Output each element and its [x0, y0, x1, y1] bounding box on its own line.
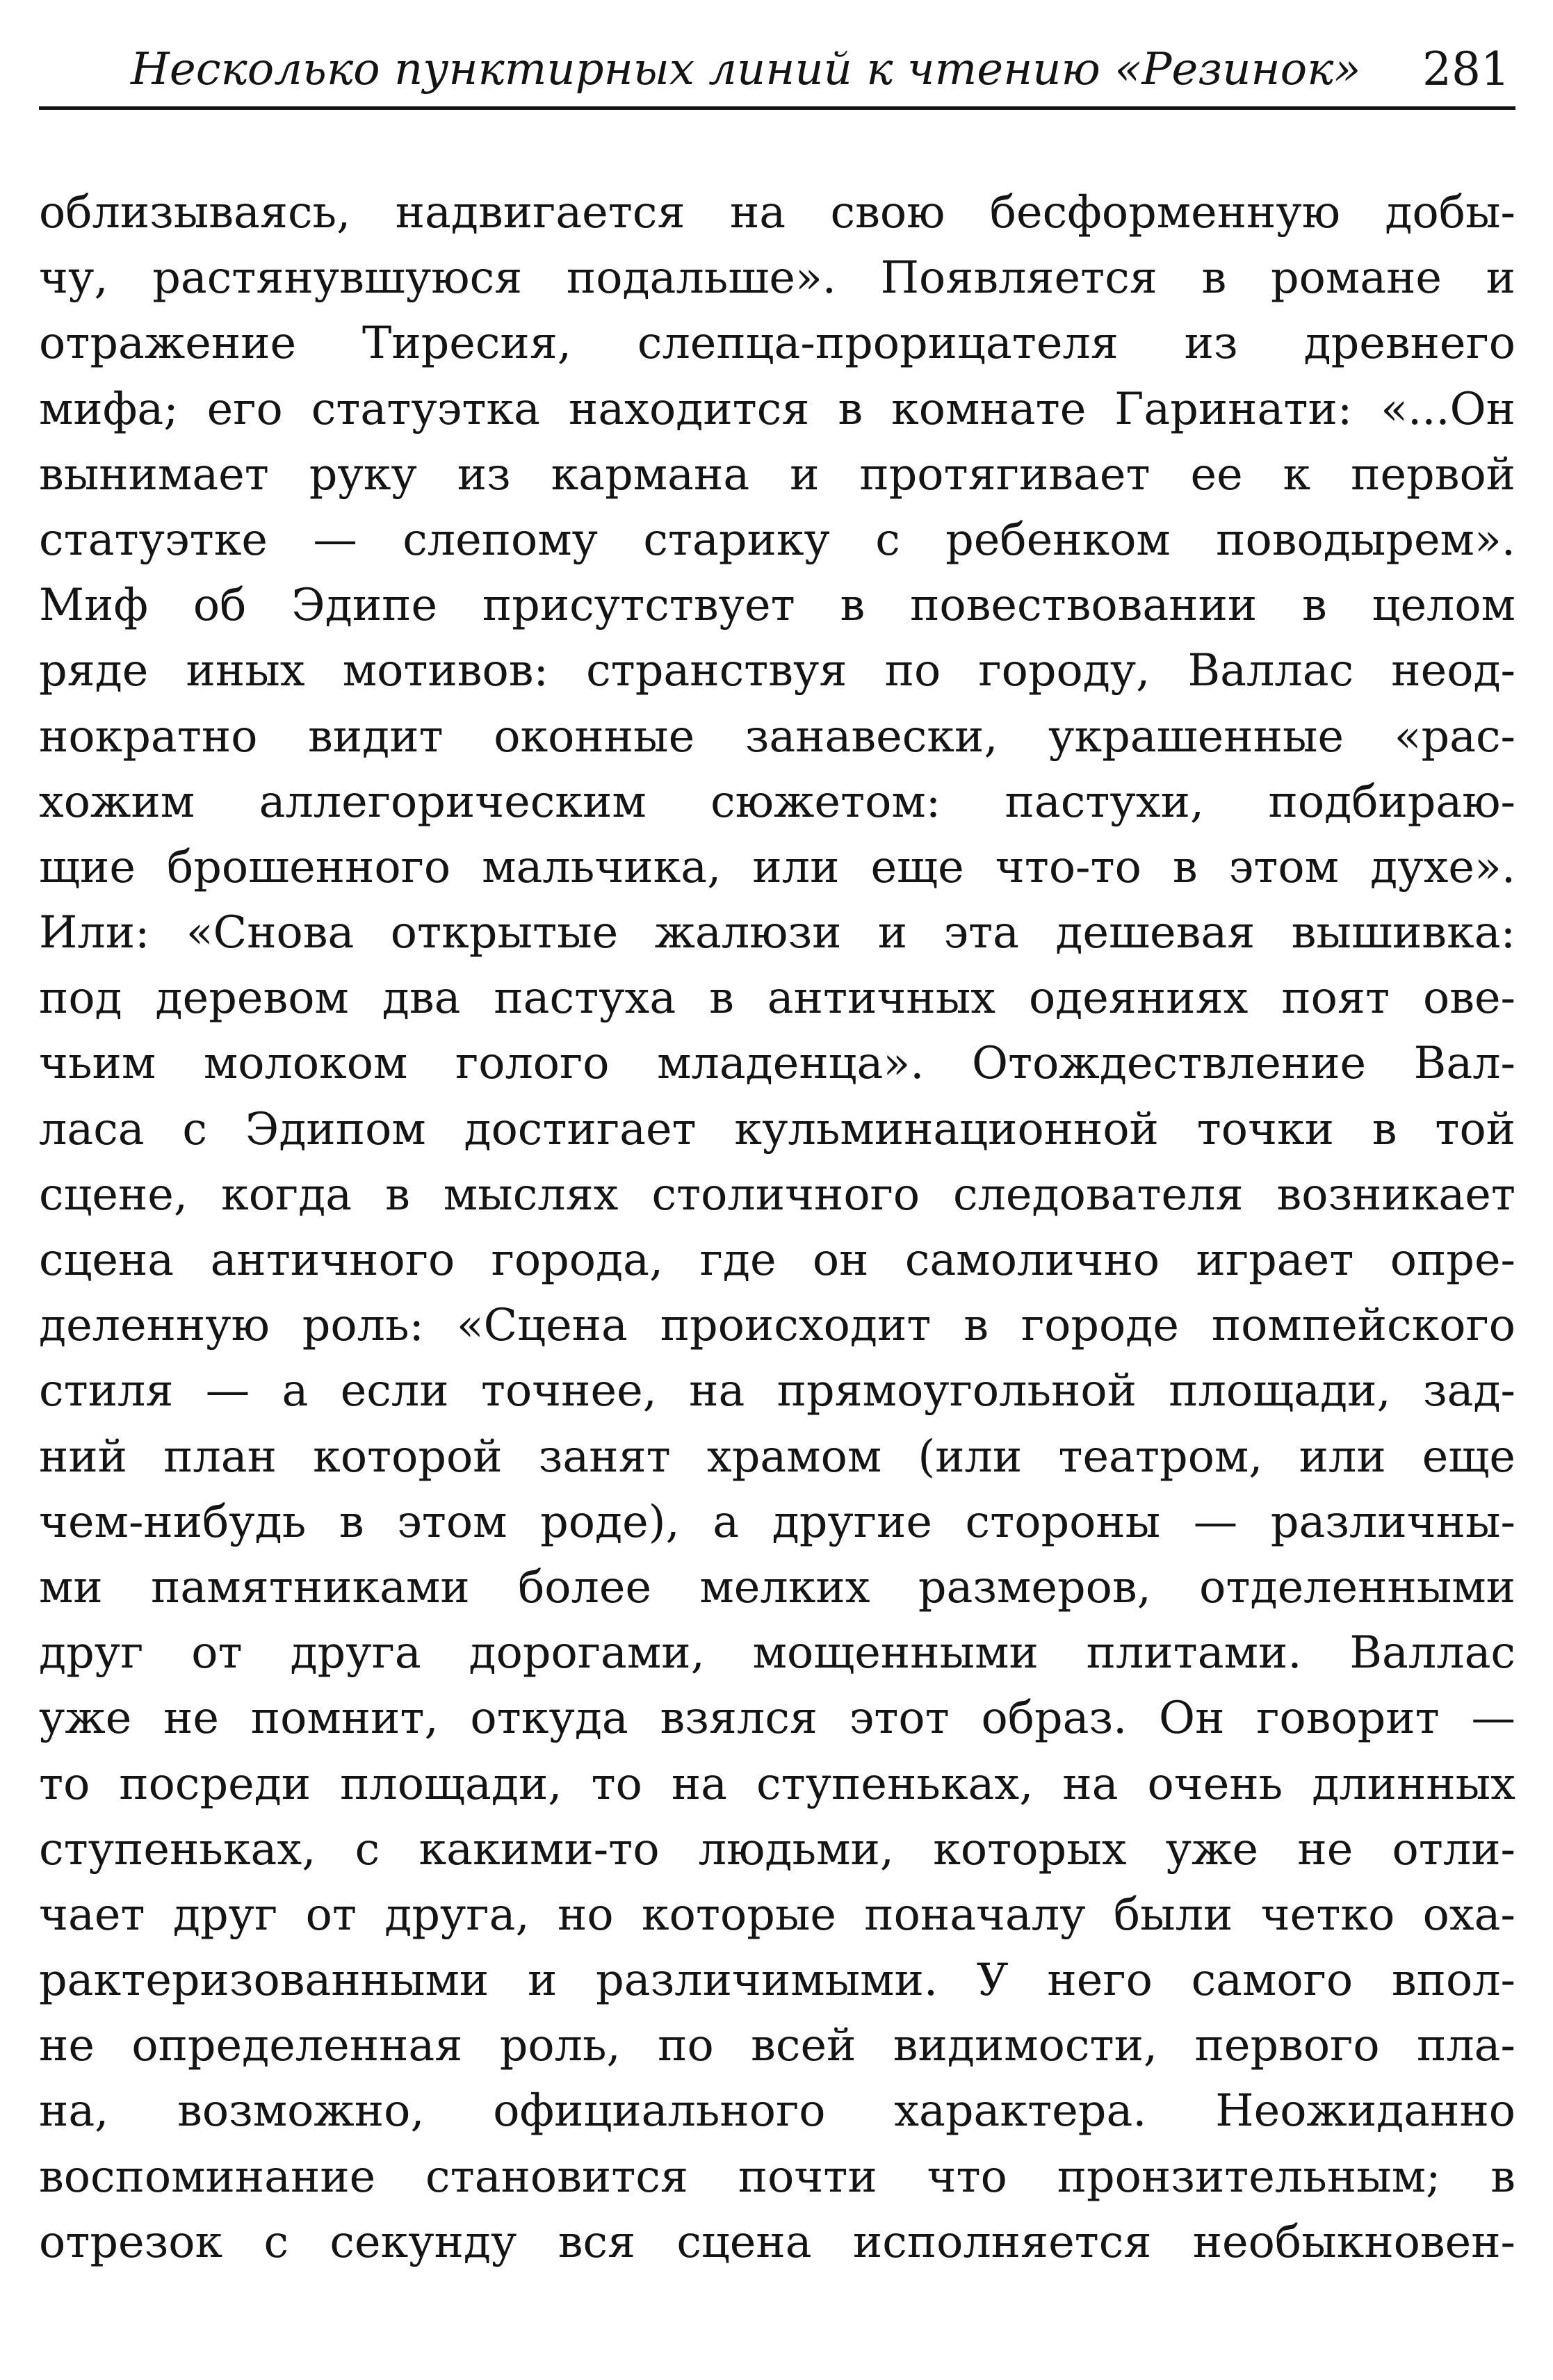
text-line: чу, растянувшуюся подальше». Появляется в романе и	[39, 252, 1515, 304]
running-header	[39, 36, 1515, 110]
text-line: воспоминание становится почти что пронзительным; в	[39, 2150, 1515, 2202]
text-line: сцена античного города, где он самолично играет опре-	[39, 1234, 1515, 1285]
text-line: хожим аллегорическим сюжетом: пастухи, подбираю-	[39, 775, 1515, 827]
text-line: не определенная роль, по всей видимости, первого пла-	[39, 2019, 1515, 2071]
text-line: под деревом два пастуха в античных одеяниях поят ове-	[39, 972, 1515, 1024]
text-line: деленную роль: «Сцена происходит в городе помпейского	[39, 1299, 1515, 1351]
text-line: друг от друга дорогами, мощенными плитами. Валлас	[39, 1627, 1515, 1679]
text-line: отрезок с секунду вся сцена исполняется необыкновен-	[39, 2215, 1515, 2267]
running-title: Несколько пунктирных линий к чтению «Резинок»	[131, 44, 1361, 95]
text-line: мифа; его статуэтка находится в комнате Гаринати: «...Он	[39, 382, 1515, 434]
page-number: 281	[1422, 42, 1510, 96]
text-line: стиля — а если точнее, на прямоугольной площади, зад-	[39, 1364, 1515, 1417]
text-line: щие брошенного мальчика, или еще что-то в этом духе».	[39, 840, 1515, 892]
text-line: Или: «Снова открытые жалюзи и эта дешевая вышивка:	[39, 906, 1515, 959]
body-text	[39, 179, 1515, 2274]
text-line: чает друг от друга, но которые поначалу были четко оха-	[39, 1888, 1515, 1940]
text-line: чьим молоком голого младенца». Отождествление Вал-	[39, 1037, 1515, 1089]
text-line: уже не помнит, откуда взялся этот образ. Он говорит —	[39, 1692, 1515, 1744]
text-line: чем-нибудь в этом роде), а другие стороны — различны-	[39, 1495, 1515, 1547]
text-line: рактеризованными и различимыми. У него самого впол-	[39, 1954, 1515, 2006]
text-line: нократно видит оконные занавески, украшенные «рас-	[39, 710, 1515, 762]
text-line: вынимает руку из кармана и протягивает ее к первой	[39, 448, 1515, 500]
text-line: сцене, когда в мыслях столичного следователя возникает	[39, 1168, 1515, 1220]
text-line: ряде иных мотивов: странствуя по городу, Валлас неод-	[39, 644, 1515, 696]
text-line: то посреди площади, то на ступеньках, на очень длинных	[39, 1757, 1515, 1809]
text-line: Миф об Эдипе присутствует в повествовании в целом	[39, 579, 1515, 631]
text-line: ступеньках, с какими-то людьми, которых уже не отли-	[39, 1823, 1515, 1875]
text-line: облизываясь, надвигается на свою бесформенную добы-	[39, 186, 1515, 238]
text-line: на, возможно, официального характера. Неожиданно	[39, 2085, 1515, 2137]
text-line: ласа с Эдипом достигает кульминационной точки в той	[39, 1102, 1515, 1155]
text-line: статуэтке — слепому старику с ребенком поводырем».	[39, 513, 1515, 565]
text-line: отражение Тиресия, слепца-прорицателя из древнего	[39, 317, 1515, 369]
text-line: ний план которой занят храмом (или театром, или еще	[39, 1430, 1515, 1482]
text-line: ми памятниками более мелких размеров, отделенными	[39, 1560, 1515, 1613]
